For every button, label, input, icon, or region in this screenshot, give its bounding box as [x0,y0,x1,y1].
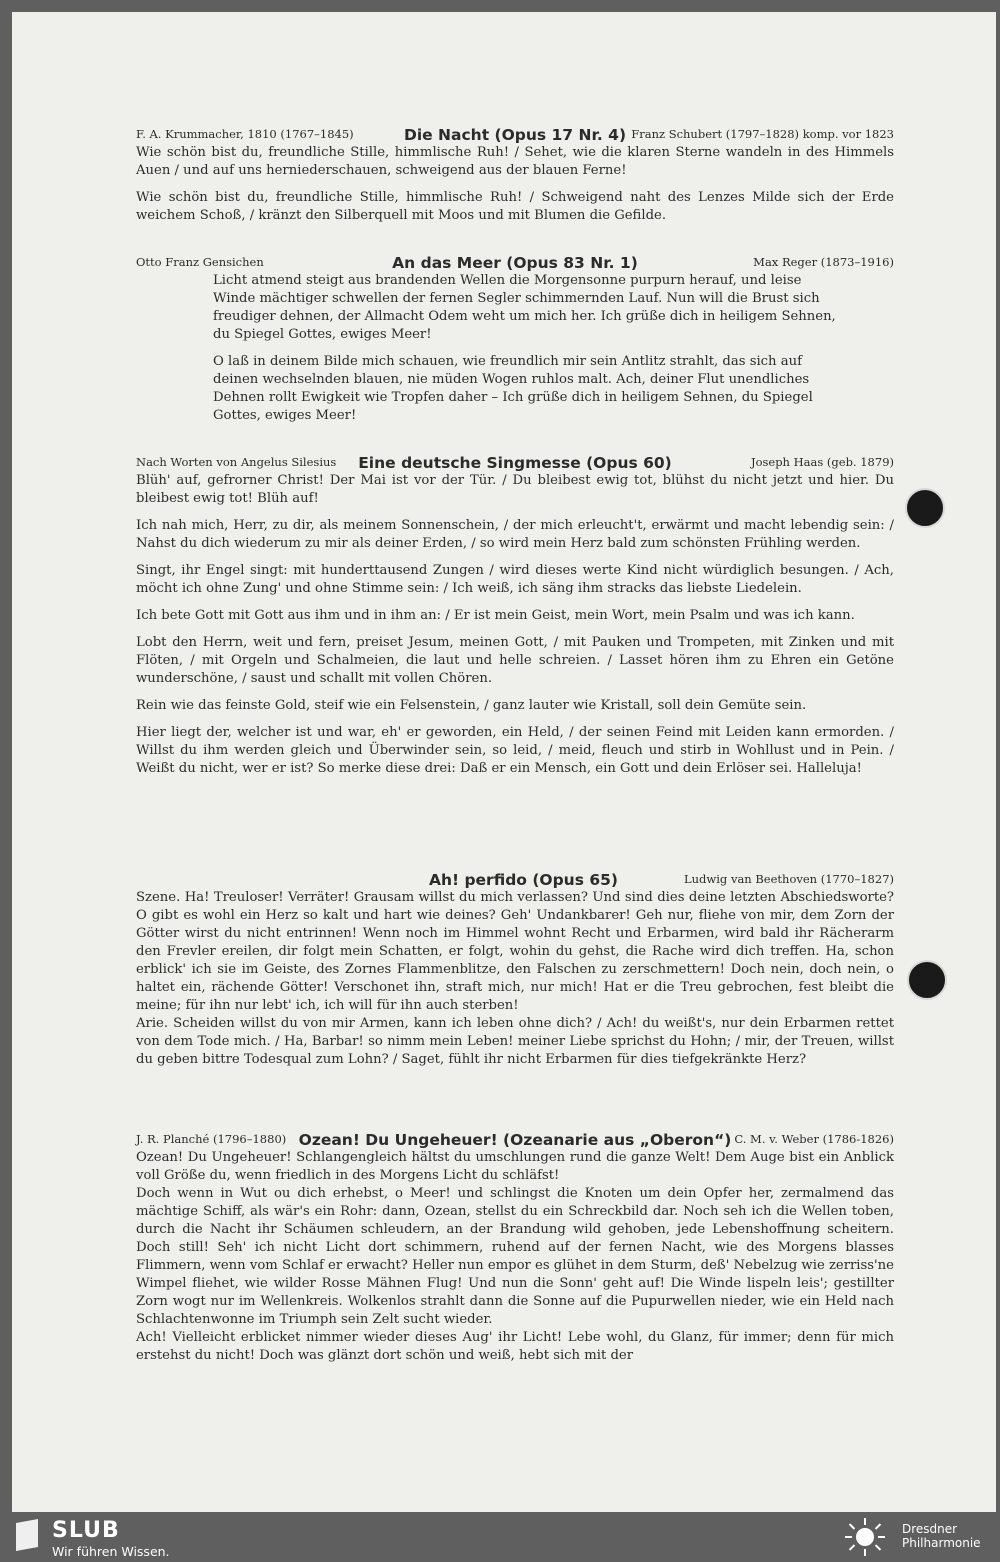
song-author: Otto Franz Gensichen [136,255,264,269]
punch-hole-top [905,488,945,528]
song-composer: Joseph Haas (geb. 1879) [750,455,894,469]
orchestra-name-line1: Dresdner [902,1522,958,1536]
song-stanza: Singt, ihr Engel singt: mit hunderttausend Zungen / wird dieses werte Kind nicht würdiglich besungen. / Ach, möcht ich ohne Zung' und ohne Stimme sein: / Ich weiß, ich säng ihm stracks das liebste Liedelein. [136,563,894,596]
orchestra-name-line2: Philharmonie [902,1536,981,1550]
song-ozean [136,1125,894,1365]
song-title: Eine deutsche Singmesse (Opus 60) [358,454,672,472]
song-header [136,448,894,472]
song-stanza: Licht atmend steigt aus brandenden Wellen die Morgensonne purpurn herauf, und leise Winde mächtiger schwellen der fernen Segler schimmernden Lauf. Nun will die Brust sich freudiger dehnen, der Allmacht Odem weht um mich her. Ich grüße dich in heiligem Sehnen, du Spiegel Gottes, ewiges Meer! [213,273,836,342]
footer-bar [0,1512,1000,1562]
slub-logo-icon [14,1519,40,1551]
song-header [136,248,894,272]
song-stanza: Doch wenn in Wut ou dich erhebst, o Meer! und schlingst die Knoten um dein Opfer her, zermalmend das mächtige Schiff, als wär's ein Rohr: dann, Ozean, stellst du ein Schreckbild dar. Noch seh ich die Wellen toben, durch die Nacht ihr Schäumen schleudern, an der Brandung wild gehoben, jede Lebenshoffnung scheitern. Doch still! Seh' ich nicht Licht dort schimmern, ruhend auf der fernen Nacht, wie des Morgens blasses Flimmern, wenn vom Schlaf er erwacht? Heller nun empor es glühet in dem Sturm, deß' Nebelzug wie zerriss'ne Wimpel fliehet, wie wilder Rosse Mähnen Flug! Und nun die Sonn' geht auf! Die Winde lispeln leis'; gestillter Zorn wogt nur im Wellenkreis. Wolkenlos strahlt dann die Sonne auf die Pupurwellen nieder, wie ein Held nach Schlachtenwonne im Triumph sein Zelt sucht wieder. [136,1186,894,1327]
song-stanza: Lobt den Herrn, weit und fern, preiset Jesum, meinen Gott, / mit Pauken und Trompeten, mit Zinken und mit Flöten, / mit Orgeln und Schalmeien, die laut und helle schreien. / Lasset hören ihm zu Ehren ein Getöne wunderschöne, / saust und schallt mit vollen Chören. [136,635,894,686]
song-stanza: Wie schön bist du, freundliche Stille, himmlische Ruh! / Sehet, wie die klaren Sterne wandeln in des Himmels Auen / und auf uns herniederschauen, schweigend aus der blauen Ferne! [136,145,894,178]
song-composer: Max Reger (1873–1916) [753,255,894,269]
dresdner-philharmonie-logo-icon [840,1517,890,1557]
program-page [12,12,996,1512]
song-author: F. A. Krummacher, 1810 (1767–1845) [136,127,354,141]
song-stanza: O laß in deinem Bilde mich schauen, wie freundlich mir sein Antlitz strahlt, das sich auf deinen wechselnden blauen, nie müden Wogen ruhlos malt. Ach, deiner Flut unendliches Dehnen rollt Ewigkeit wie Tropfen daher – Ich grüße dich in heiligem Sehnen, du Spiegel Gottes, ewiges Meer! [213,354,813,423]
song-title: Die Nacht (Opus 17 Nr. 4) [403,126,627,144]
song-stanza: Wie schön bist du, freundliche Stille, himmlische Ruh! / Schweigend naht des Lenzes Milde sich der Erde weichem Schoß, / kränzt den Silberquell mit Moos und mit Blumen die Gefilde. [136,190,894,223]
library-name: SLUB [52,1518,120,1543]
song-stanza: Blüh' auf, gefrorner Christ! Der Mai ist vor der Tür. / Du bleibest ewig tot, blühst du nicht jetzt und hier. Du bleibest ewig tot! Blüh auf! [136,473,894,506]
punch-hole-bottom [907,960,947,1000]
song-header [136,1125,894,1149]
orchestra-name [902,1522,981,1550]
song-an-das-meer [136,248,894,425]
song-title: Ah! perfido (Opus 65) [428,871,618,889]
song-stanza: Rein wie das feinste Gold, steif wie ein Felsenstein, / ganz lauter wie Kristall, soll dein Gemüte sein. [136,698,807,713]
song-title: Ozean! Du Ungeheuer! (Ozeanarie aus „Oberon“) [298,1131,732,1149]
song-title: An das Meer (Opus 83 Nr. 1) [392,254,638,272]
song-stanza: Ozean! Du Ungeheuer! Schlangengleich hältst du umschlungen rund die ganze Welt! Dem Auge bist ein Anblick voll Größe du, wenn friedlich in des Morgens Licht du schläfst! [136,1150,894,1183]
song-die-nacht [136,120,894,225]
song-composer: Franz Schubert (1797–1828) komp. vor 1823 [631,127,894,141]
song-stanza: Szene. Ha! Treuloser! Verräter! Grausam willst du mich verlassen? Und sind dies deine letzten Abschiedsworte? O gibt es wohl ein Herz so kalt und hart wie deines? Geh' Undankbarer! Geh nur, fliehe von mir, dem Zorn der Götter wirst du nicht entrinnen! Wenn noch im Himmel wohnt Recht und Erbarmen, wird bald ihr Rächerarm den Frevler ereilen, dir folgt mein Schatten, er folgt, wohin du gehst, die Rache wird dich treffen. Ha, schon erblick' ich sie im Geiste, des Zornes Flammenblitze, den Falschen zu zerschmettern! Doch nein, doch nein, o haltet ein, rächende Götter! Verschonet ihn, straft mich, nur mich! Hat er die Treu gebrochen, fest bleibt die meine; für ihn nur lebt' ich, ich will für ihn auch sterben! [136,890,894,1013]
song-composer: C. M. v. Weber (1786-1826) [734,1132,894,1146]
song-header [136,120,894,144]
song-ah-perfido [136,865,894,1069]
song-stanza: Ach! Vielleicht erblicket nimmer wieder dieses Aug' ihr Licht! Lebe wohl, du Glanz, für immer; denn für mich erstehst du nicht! Doch was glänzt dort schön und weiß, hebt sich mit der [136,1330,894,1363]
song-composer: Ludwig van Beethoven (1770–1827) [684,872,894,886]
song-stanza: Hier liegt der, welcher ist und war, eh' er geworden, ein Held, / der seinen Feind mit Leiden kann ermorden. / Willst du ihm werden gleich und Überwinder sein, so leid, / meid, fleuch und stirb in Wohllust und in Pein. / Weißt du nicht, wer er ist? So merke diese drei: Daß er ein Mensch, ein Gott und dein Erlöser sei. Halleluja! [136,725,894,776]
library-tagline: Wir führen Wissen. [52,1544,170,1559]
song-stanza: Ich bete Gott mit Gott aus ihm und in ihm an: / Er ist mein Geist, mein Wort, mein Psalm und was ich kann. [136,608,855,623]
song-header [136,865,894,889]
song-singmesse [136,448,894,778]
song-author: Nach Worten von Angelus Silesius [136,455,337,469]
song-stanza: Ich nah mich, Herr, zu dir, als meinem Sonnenschein, / der mich erleucht't, erwärmt und macht lebendig sein: / Nahst du dich wiederum zu mir als deiner Erden, / so wird mein Herz bald zum schönsten Frühling werden. [136,518,894,551]
song-author: J. R. Planché (1796–1880) [136,1132,287,1146]
song-stanza: Arie. Scheiden willst du von mir Armen, kann ich leben ohne dich? / Ach! du weißt's, nur dein Erbarmen rettet von dem Tode mich. / Ha, Barbar! so nimm mein Leben! meiner Liebe sprichst du Hohn; / mir, der Treuen, willst du geben bittre Todesqual zum Lohn? / Saget, fühlt ihr nicht Erbarmen für dies tiefgekränkte Herz? [136,1016,894,1067]
